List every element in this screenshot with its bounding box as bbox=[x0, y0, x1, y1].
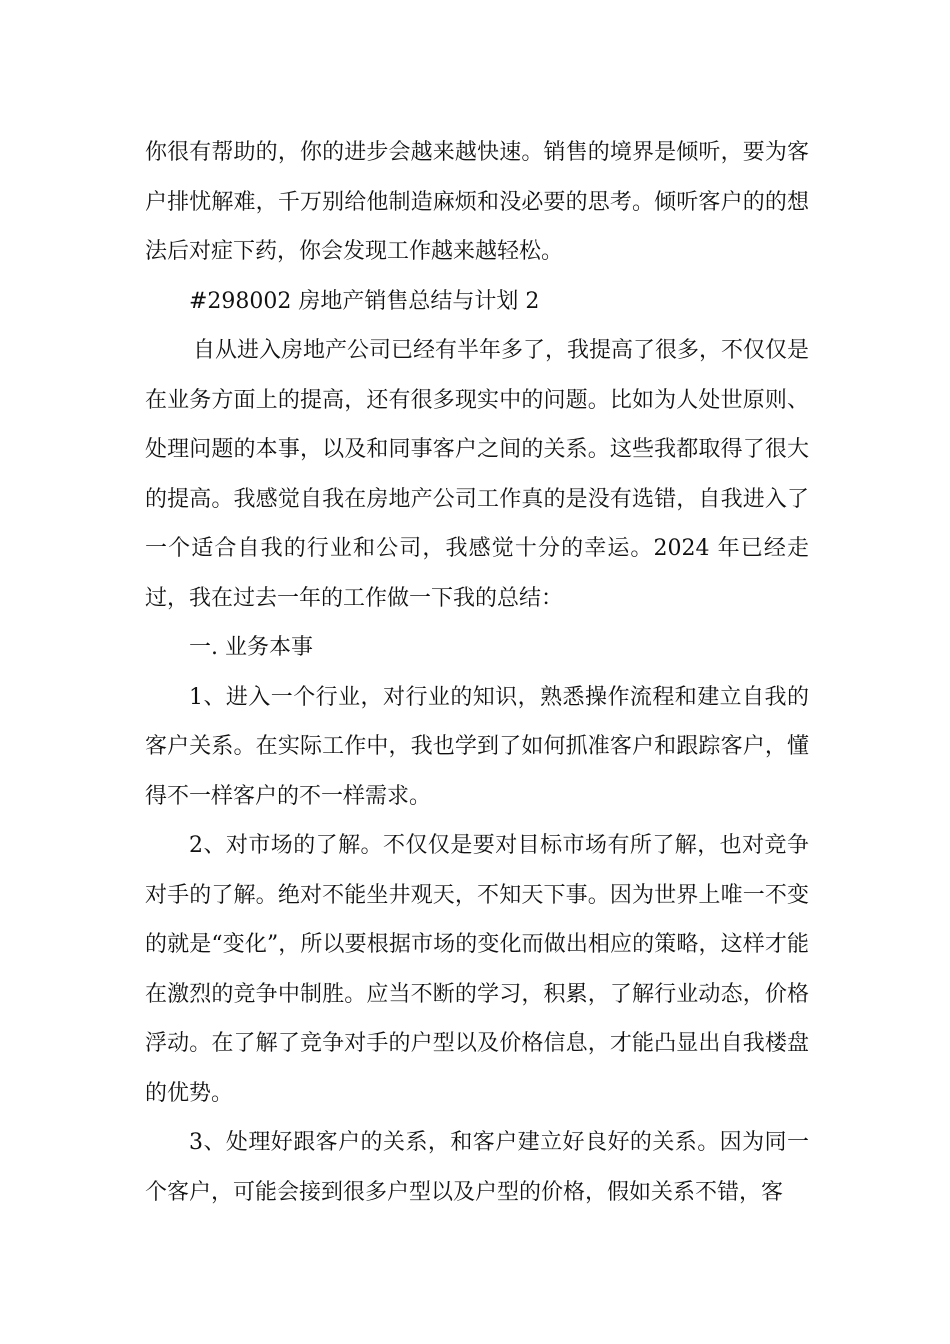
paragraph-item-2: 2、对市场的了解。不仅仅是要对目标市场有所了解，也对竞争对手的了解。绝对不能坐井观天，不知天下事。因为世界上唯一不变的就是“变化”，所以要根据市场的变化而做出相应的策略，这样才能在激烈的竞争中制胜。应当不断的学习，积累，了解行业动态，价格浮动。在了解了竞争对手的户型以及价格信息，才能凸显出自我楼盘的优势。 bbox=[145, 833, 809, 1106]
paragraph-item-3: 3、处理好跟客户的关系，和客户建立好良好的关系。因为同一个客户，可能会接到很多户型以及户型的价格，假如关系不错，客 bbox=[145, 1130, 809, 1205]
paragraph-continuation: 你很有帮助的，你的进步会越来越快速。销售的境界是倾听，要为客户排忧解难，千万别给他制造麻烦和没必要的思考。倾听客户的的想法后对症下药，你会发现工作越来越轻松。 bbox=[145, 140, 809, 264]
paragraph-item-1: 1、进入一个行业，对行业的知识，熟悉操作流程和建立自我的客户关系。在实际工作中，我也学到了如何抓准客户和跟踪客户，懂得不一样客户的不一样需求。 bbox=[145, 684, 809, 809]
paragraph-intro: 自从进入房地产公司已经有半年多了，我提高了很多，不仅仅是在业务方面上的提高，还有很多现实中的问题。比如为人处世原则、处理问题的本事，以及和同事客户之间的关系。这些我都取得了很大的提高。我感觉自我在房地产公司工作真的是没有选错，自我进入了一个适合自我的行业和公司，我感觉十分的幸运。2024 年已经走过，我在过去一年的工作做一下我的总结： bbox=[145, 338, 810, 611]
section-heading-plan: #298002 房地产销售总结与计划 2 bbox=[189, 288, 540, 314]
document-body bbox=[145, 128, 809, 1217]
section-heading-business: 一. 业务本事 bbox=[189, 635, 313, 660]
